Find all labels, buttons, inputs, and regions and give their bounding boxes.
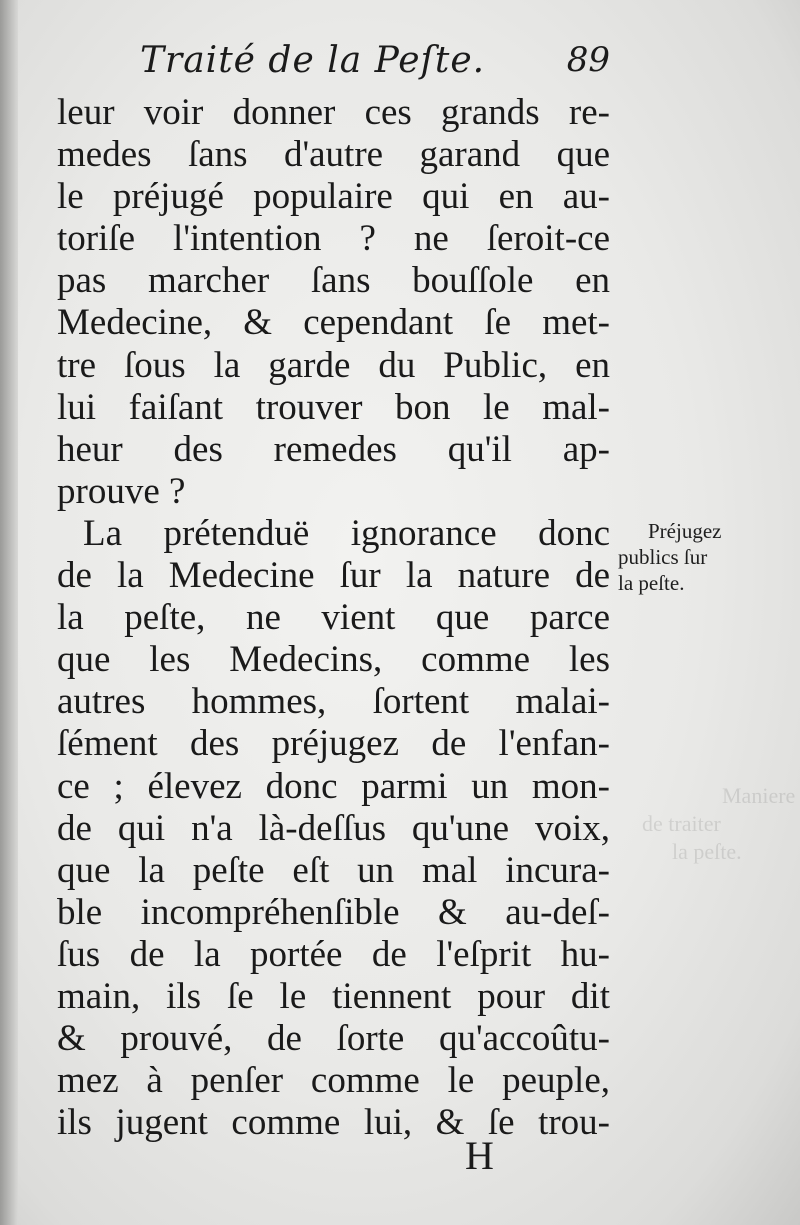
text-line: & prouvé, de ſorte qu'accoûtu- (57, 1018, 610, 1060)
text-line: autres hommes, ſortent malai- (57, 681, 610, 723)
running-title: Traité de la Peſte. (140, 40, 486, 81)
body-text (57, 92, 610, 1144)
text-line: que la peſte eſt un mal incura- (57, 849, 610, 891)
show-through-note (622, 782, 795, 866)
marginal-note-line: la peſte. (618, 571, 685, 595)
paragraph-end-line: prouve ? (57, 470, 186, 512)
paragraph-start-line: La prétenduë ignorance donc (83, 512, 610, 554)
text-line: ſus de la portée de l'eſprit hu- (57, 933, 610, 975)
running-head (140, 40, 610, 90)
marginal-note (618, 518, 788, 596)
text-line: toriſe l'intention ? ne ſeroit-ce (57, 218, 610, 260)
text-line: ce ; élevez donc parmi un mon- (57, 765, 610, 807)
signature-mark: H (465, 1133, 494, 1178)
show-through-line: la peſte. (672, 839, 742, 864)
text-line: main, ils ſe le tiennent pour dit (57, 975, 610, 1017)
text-line: de qui n'a là-deſſus qu'une voix, (57, 807, 610, 849)
text-line: heur des remedes qu'il ap- (57, 428, 610, 470)
text-line: mez à penſer comme le peuple, (57, 1060, 610, 1102)
text-line: de la Medecine ſur la nature de (57, 555, 610, 597)
text-line: la peſte, ne vient que parce (57, 597, 610, 639)
show-through-line: Maniere (722, 783, 796, 808)
text-line: Medecine, & cependant ſe met- (57, 302, 610, 344)
text-line: ſément des préjugez de l'enfan- (57, 723, 610, 765)
show-through-line: de traiter (642, 811, 721, 836)
marginal-note-line: Préjugez (648, 519, 722, 543)
text-line: leur voir donner ces grands re- (57, 92, 610, 133)
binding-gutter (0, 0, 18, 1225)
text-line: lui faiſant trouver bon le mal- (57, 386, 610, 428)
text-line: ble incompréhenſible & au-deſ- (57, 891, 610, 933)
text-line: medes ſans d'autre garand que (57, 134, 610, 176)
text-line: ils jugent comme lui, & ſe trou- (57, 1102, 610, 1144)
page-number: 89 (566, 40, 610, 80)
text-line: pas marcher ſans bouſſole en (57, 260, 610, 302)
text-line: tre ſous la garde du Public, en (57, 344, 610, 386)
text-line: le préjugé populaire qui en au- (57, 176, 610, 218)
text-line: que les Medecins, comme les (57, 639, 610, 681)
marginal-note-line: publics ſur (618, 545, 708, 569)
